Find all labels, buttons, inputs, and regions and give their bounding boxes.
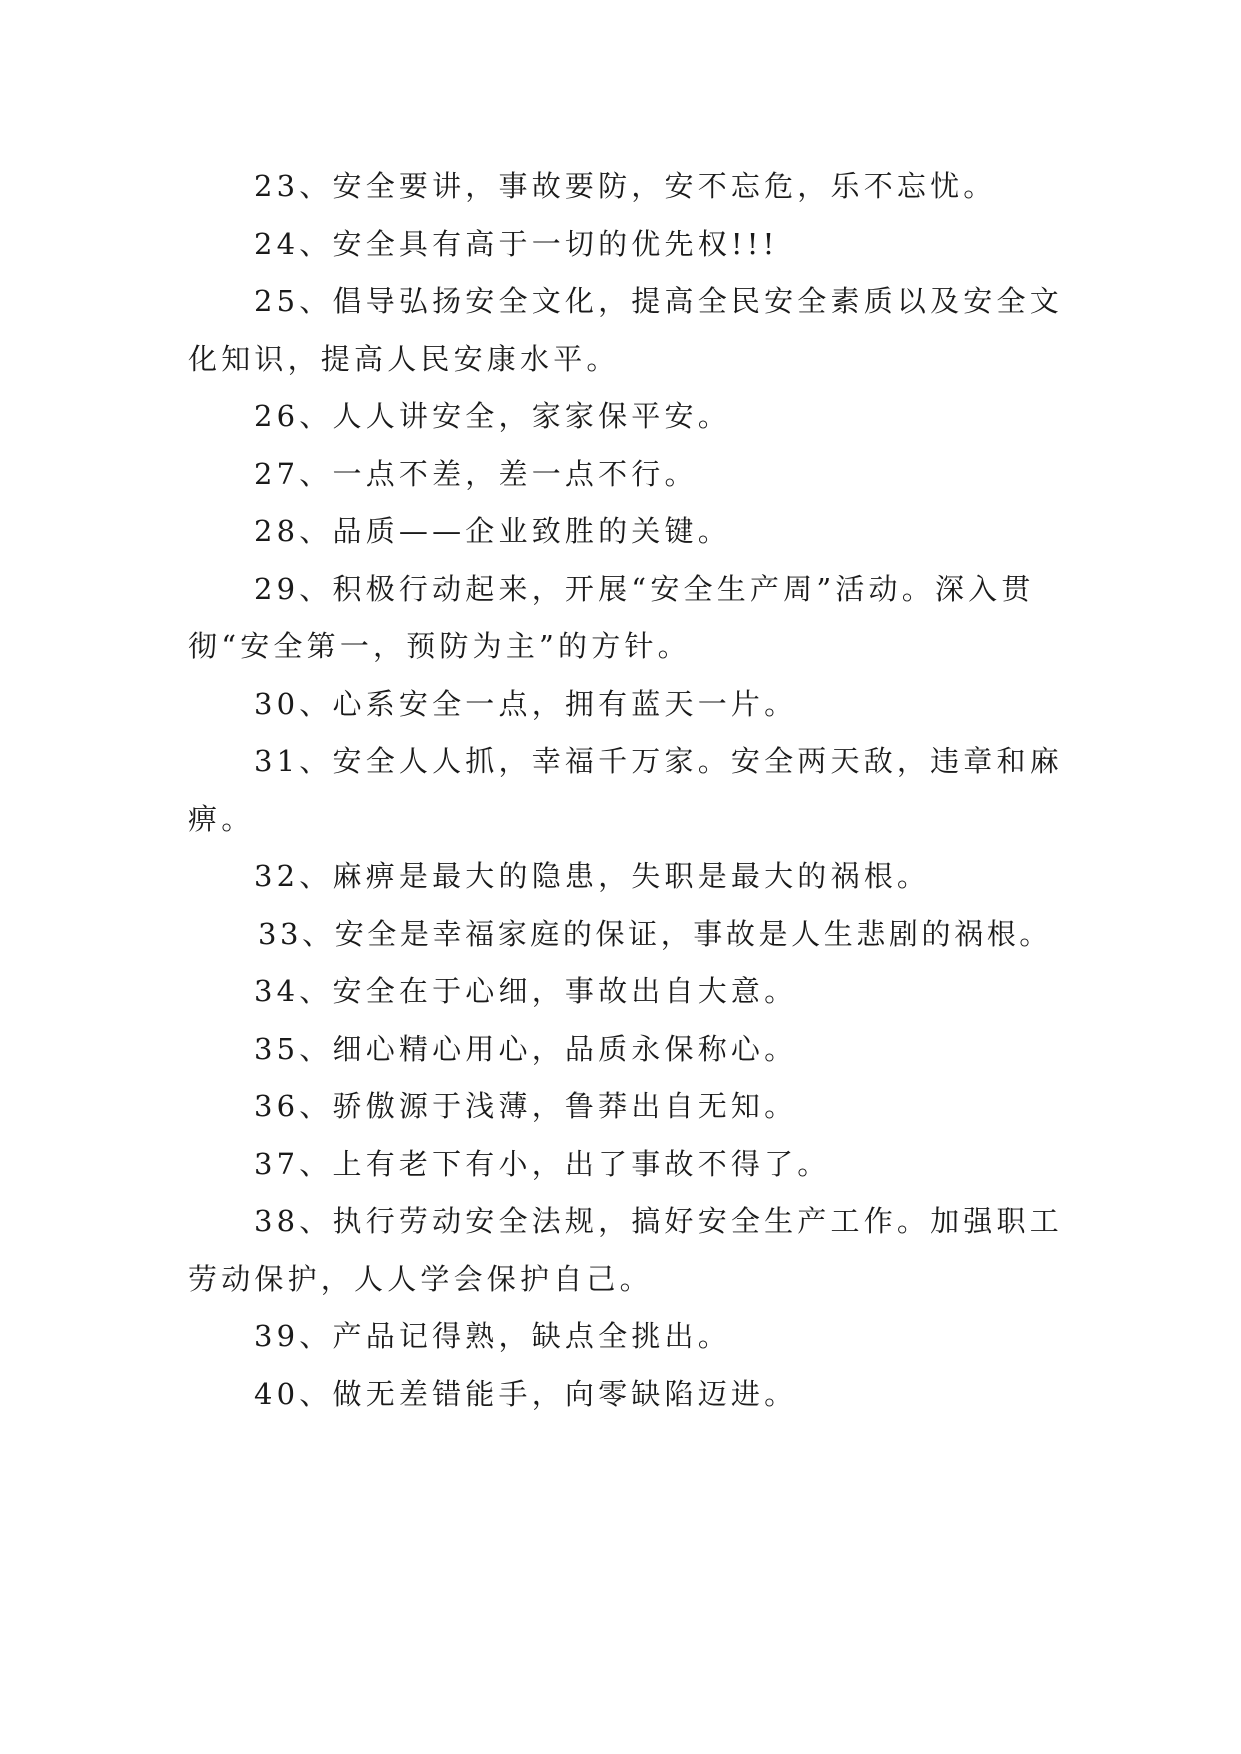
slogan-item-38: 38、执行劳动安全法规，搞好安全生产工作。加强职工劳动保护，人人学会保护自己。 — [188, 1204, 1063, 1296]
slogan-item-27: 27、一点不差，差一点不行。 — [254, 456, 698, 491]
slogan-item-33: 33、安全是幸福家庭的保证，事故是人生悲剧的祸根。 — [258, 916, 1052, 951]
slogan-item-34: 34、安全在于心细，事故出自大意。 — [254, 974, 798, 1008]
slogan-item-40: 40、做无差错能手，向零缺陷迈进。 — [254, 1376, 798, 1411]
slogan-item-28: 28、品质——企业致胜的关键。 — [254, 514, 731, 548]
slogan-item-30: 30、心系安全一点，拥有蓝天一片。 — [254, 686, 798, 721]
slogan-item-32: 32、麻痹是最大的隐患，失职是最大的祸根。 — [254, 859, 931, 893]
slogan-item-26: 26、人人讲安全，家家保平安。 — [254, 399, 731, 433]
slogan-item-25: 25、倡导弘扬安全文化，提高全民安全素质以及安全文化知识，提高人民安康水平。 — [188, 284, 1063, 376]
slogan-item-37: 37、上有老下有小，出了事故不得了。 — [254, 1146, 831, 1181]
slogan-item-35: 35、细心精心用心，品质永保称心。 — [254, 1031, 798, 1066]
slogan-list — [188, 158, 1068, 1423]
slogan-item-39: 39、产品记得熟，缺点全挑出。 — [254, 1319, 731, 1353]
slogan-item-36: 36、骄傲源于浅薄，鲁莽出自无知。 — [254, 1089, 798, 1123]
slogan-item-31: 31、安全人人抓，幸福千万家。安全两天敌，违章和麻痹。 — [188, 744, 1063, 836]
slogan-item-24: 24、安全具有高于一切的优先权!!! — [254, 226, 779, 261]
slogan-item-23: 23、安全要讲，事故要防，安不忘危，乐不忘忧。 — [254, 169, 997, 203]
slogan-item-29: 29、积极行动起来，开展“安全生产周”活动。深入贯彻“安全第一，预防为主”的方针。 — [188, 571, 1035, 663]
